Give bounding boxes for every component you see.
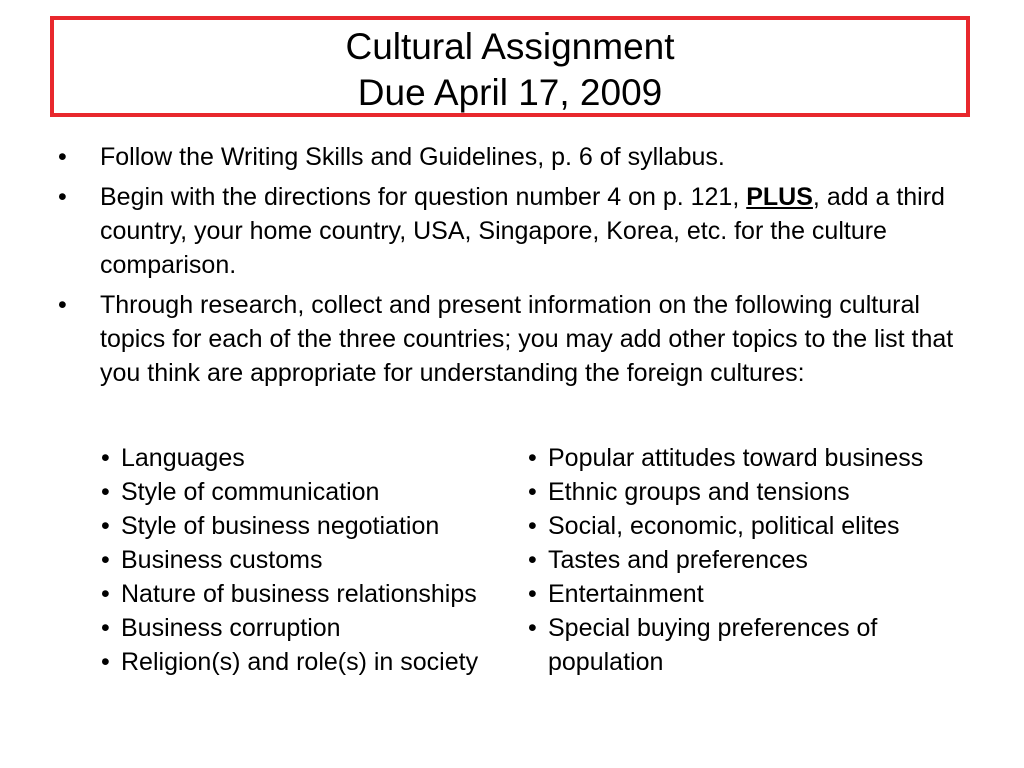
topic-item — [528, 611, 968, 679]
bullet-icon: • — [58, 143, 67, 171]
topic-item — [101, 645, 511, 679]
topic-text: Languages — [121, 444, 245, 472]
bullet-icon: • — [58, 183, 67, 211]
bullet-icon: • — [528, 478, 537, 506]
bullet-icon: • — [101, 512, 110, 540]
topic-item — [528, 543, 968, 577]
bullet-icon: • — [101, 444, 110, 472]
topic-item — [101, 509, 511, 543]
topic-text: Religion(s) and role(s) in society — [121, 648, 479, 676]
topic-text: Style of communication — [121, 478, 380, 506]
topic-text: Tastes and preferences — [548, 546, 808, 574]
main-bullet-item — [58, 288, 988, 390]
topic-text: Entertainment — [548, 580, 704, 608]
main-bullet-item — [58, 140, 988, 174]
topic-text: Social, economic, political elites — [548, 512, 900, 540]
topic-item — [101, 475, 511, 509]
bullet-icon: • — [528, 512, 537, 540]
bullet-icon: • — [528, 614, 537, 642]
main-bullet-text-after: , add a third country, your home country, USA, Singapore, Korea, etc. for the culture comparison. — [100, 183, 945, 279]
topic-item — [528, 509, 968, 543]
bullet-icon: • — [528, 546, 537, 574]
topic-item — [528, 577, 968, 611]
main-bullet-text: Through research, collect and present information on the following cultural topics for each of the three countries; you may add other topics to the list that you think are appropriate for understanding the foreign cultures: — [100, 291, 954, 387]
slide-title: Cultural Assignment — [345, 26, 675, 67]
topics-list-right — [528, 441, 968, 679]
main-bullet-list — [58, 140, 988, 396]
topic-item — [101, 543, 511, 577]
topic-item — [101, 441, 511, 475]
topic-text: Nature of business relationships — [121, 580, 477, 608]
slide-subtitle-due-date: Due April 17, 2009 — [357, 72, 663, 113]
bullet-icon: • — [101, 580, 110, 608]
topic-item — [101, 611, 511, 645]
bullet-icon: • — [101, 648, 110, 676]
topic-text: Business corruption — [121, 614, 341, 642]
main-bullet-item — [58, 180, 988, 282]
bullet-icon: • — [58, 291, 67, 319]
slide-title-box — [50, 16, 970, 117]
bullet-icon: • — [101, 614, 110, 642]
topic-item — [528, 441, 968, 475]
bullet-icon: • — [101, 546, 110, 574]
topic-text: Popular attitudes toward business — [548, 444, 924, 472]
main-bullet-text-before: Begin with the directions for question number 4 on p. 121, — [100, 183, 747, 211]
main-bullet-text: Follow the Writing Skills and Guidelines, p. 6 of syllabus. — [100, 143, 725, 171]
topic-text: Business customs — [121, 546, 323, 574]
plus-emphasis: PLUS — [746, 183, 813, 211]
topics-list-left — [101, 441, 511, 679]
topic-text: Style of business negotiation — [121, 512, 440, 540]
bullet-icon: • — [101, 478, 110, 506]
bullet-icon: • — [528, 444, 537, 472]
topic-text: Ethnic groups and tensions — [548, 478, 850, 506]
bullet-icon: • — [528, 580, 537, 608]
topic-item — [101, 577, 511, 611]
topic-item — [528, 475, 968, 509]
topic-text: Special buying preferences of population — [548, 614, 878, 676]
